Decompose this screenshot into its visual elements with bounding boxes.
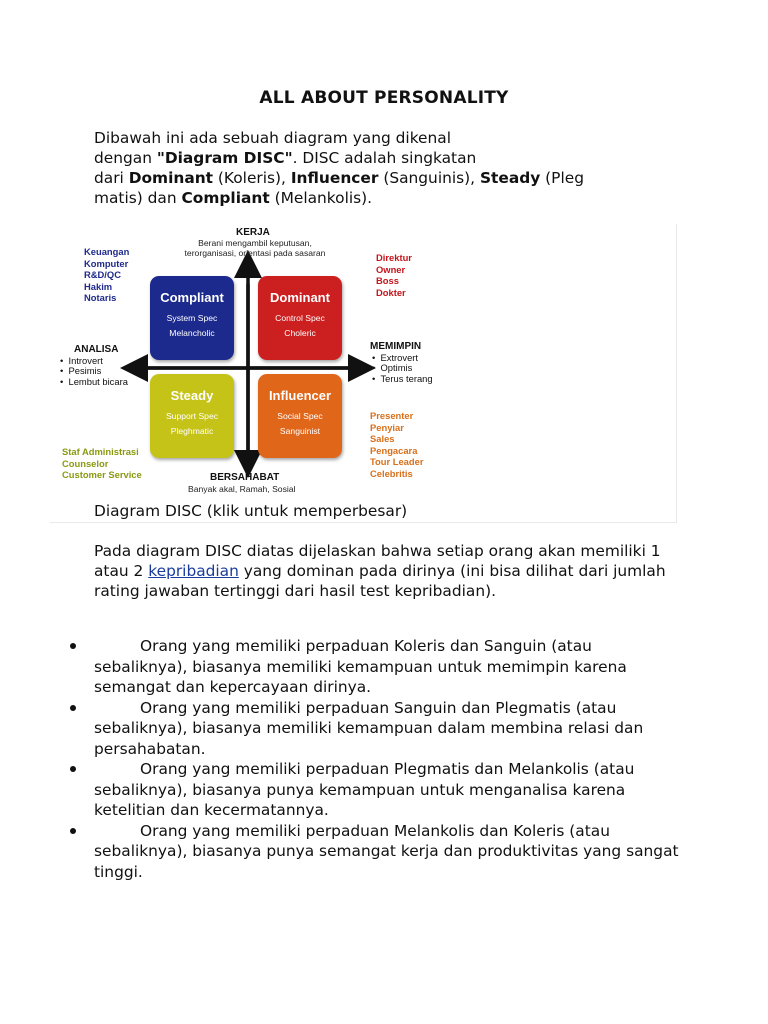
job-item: Pengacara xyxy=(370,444,418,456)
job-item: Hakim xyxy=(84,280,113,292)
job-item: Celebritis xyxy=(370,467,413,479)
memimpin-item: Terus terang xyxy=(380,372,433,384)
intro-bold-dominant: Dominant xyxy=(128,169,214,187)
quadrant-sub: Support Spec xyxy=(165,411,219,421)
quadrant-sub: Pleghmatic xyxy=(170,426,214,436)
quadrant-sub: Melancholic xyxy=(169,328,215,338)
axis-label-kerja: KERJA xyxy=(236,227,270,238)
quadrant-sub: Social Spec xyxy=(277,411,323,421)
intro-text: dari xyxy=(94,169,129,187)
job-item: Komputer xyxy=(84,257,129,269)
intro-bold-steady: Steady xyxy=(479,169,541,187)
job-item: Dokter xyxy=(376,286,406,298)
job-item: R&D/QC xyxy=(84,269,121,281)
analisa-list: • Introvert • Pesimis • Lembut bicara xyxy=(60,355,128,387)
analisa-item: Pesimis xyxy=(68,365,102,377)
job-item: Counselor xyxy=(62,457,109,469)
intro-text: (Melankolis). xyxy=(269,189,373,207)
axis-label-bersahabat: BERSAHABAT xyxy=(210,472,280,483)
quadrant-sub: Choleric xyxy=(284,328,316,338)
intro-text: . DISC adalah singkatan xyxy=(292,149,477,167)
intro-line-1: Dibawah ini ada sebuah diagram yang dikenal xyxy=(94,129,451,147)
diagram-caption[interactable]: Diagram DISC (klik untuk memperbesar) xyxy=(94,502,408,520)
list-dominant-jobs xyxy=(376,252,412,298)
quadrant-title: Influencer xyxy=(268,388,332,403)
job-item: Owner xyxy=(376,263,406,275)
intro-text: matis) dan xyxy=(94,189,182,207)
axis-sub-bersahabat: Banyak akal, Ramah, Sosial xyxy=(188,484,296,494)
page-title: ALL ABOUT PERSONALITY xyxy=(259,88,509,108)
job-item: Keuangan xyxy=(84,246,130,257)
bullet-text: Orang yang memiliki perpaduan Melankolis dan Koleris xyxy=(140,821,565,840)
job-item: Penyiar xyxy=(370,421,404,433)
bullet-text: (atau sebaliknya), biasanya punya semangat kerja dan produktivitas yang sangat tinggi. xyxy=(94,821,679,881)
intro-text: dengan xyxy=(94,149,157,167)
memimpin-item: Optimis xyxy=(380,362,413,374)
para-text: yang dominan pada dirinya (ini bisa dilihat dari jumlah rating jawaban tertinggi dari hasil test kepribadian). xyxy=(94,562,666,600)
quadrant-steady xyxy=(150,374,234,458)
kepribadian-link[interactable]: kepribadian xyxy=(148,562,239,580)
axis-sub-line: terorganisasi, orientasi pada sasaran xyxy=(184,248,326,259)
list-item xyxy=(0,698,684,760)
bullet-text: Orang yang memiliki perpaduan Koleris dan Sanguin (atau xyxy=(140,637,592,655)
quadrant-title: Steady xyxy=(170,388,214,403)
intro-bold-diagram-disc: "Diagram DISC" xyxy=(156,149,293,167)
bullet-text: (atau sebaliknya), biasanya punya kemampuan untuk menganalisa karena ketelitian dan kecermatannya. xyxy=(94,760,635,819)
bullet-icon xyxy=(70,705,76,711)
job-item: Staf Administrasi xyxy=(62,446,139,457)
disc-diagram-image[interactable] xyxy=(50,224,677,523)
intro-text: (Pleg xyxy=(540,169,584,187)
analisa-item: Lembut bicara xyxy=(68,375,128,387)
analisa-item: Introvert xyxy=(68,355,103,366)
quadrant-title: Dominant xyxy=(270,290,330,305)
axes-arrows xyxy=(50,224,676,522)
intro-text: (Sanguinis), xyxy=(378,169,480,187)
job-item: Sales xyxy=(370,433,395,445)
list-influencer-jobs xyxy=(370,410,423,480)
bullet-text: sebaliknya), biasanya memiliki kemampuan untuk memimpin karena semangat dan kepercayaan dirinya. xyxy=(94,657,627,696)
bullet-icon xyxy=(70,643,76,649)
job-item: Tour Leader xyxy=(370,456,424,468)
list-item xyxy=(0,636,684,698)
intro-paragraph xyxy=(94,128,684,208)
bullet-icon xyxy=(70,828,76,834)
list-item xyxy=(0,821,684,883)
explanation-paragraph xyxy=(94,541,684,601)
job-item: Notaris xyxy=(84,292,117,304)
memimpin-item: Extrovert xyxy=(380,352,419,363)
axis-label-memimpin: MEMIMPIN xyxy=(370,341,422,352)
job-item: Boss xyxy=(376,275,399,287)
list-steady-jobs xyxy=(62,446,142,481)
quadrant-title: Compliant xyxy=(160,290,224,305)
memimpin-list: • Extrovert • Optimis • Terus terang xyxy=(372,352,433,384)
bullet-icon xyxy=(70,766,76,772)
intro-text: (Koleris), xyxy=(213,169,291,187)
job-item: Presenter xyxy=(370,410,414,421)
axis-sub-kerja xyxy=(170,238,340,258)
quadrant-influencer xyxy=(258,374,342,458)
job-item: Direktur xyxy=(376,252,412,263)
axis-label-analisa: ANALISA xyxy=(74,344,119,355)
job-item: Customer Service xyxy=(62,469,142,481)
para-text: Pada diagram DISC diatas dijelaskan bahwa setiap orang akan memiliki 1 atau 2 xyxy=(94,542,661,580)
intro-bold-influencer: Influencer xyxy=(290,169,379,187)
list-compliant-jobs xyxy=(84,246,129,304)
list-item xyxy=(0,759,684,821)
combination-list xyxy=(0,636,768,882)
intro-bold-compliant: Compliant xyxy=(181,189,270,207)
bullet-text: Orang yang memiliki perpaduan Sanguin dan Plegmatis xyxy=(140,698,571,717)
quadrant-compliant xyxy=(150,276,234,360)
quadrant-sub: System Spec xyxy=(166,313,218,323)
quadrant-sub: Sanguinist xyxy=(279,426,321,436)
bullet-text: (atau sebaliknya), biasanya memiliki kemampuan dalam membina relasi dan persahabatan. xyxy=(94,698,644,758)
quadrant-sub: Control Spec xyxy=(275,313,325,323)
axis-sub-line: Berani mengambil keputusan, xyxy=(198,238,312,248)
quadrant-dominant xyxy=(258,276,342,360)
bullet-text: Orang yang memiliki perpaduan Plegmatis dan Melankolis xyxy=(140,760,589,778)
